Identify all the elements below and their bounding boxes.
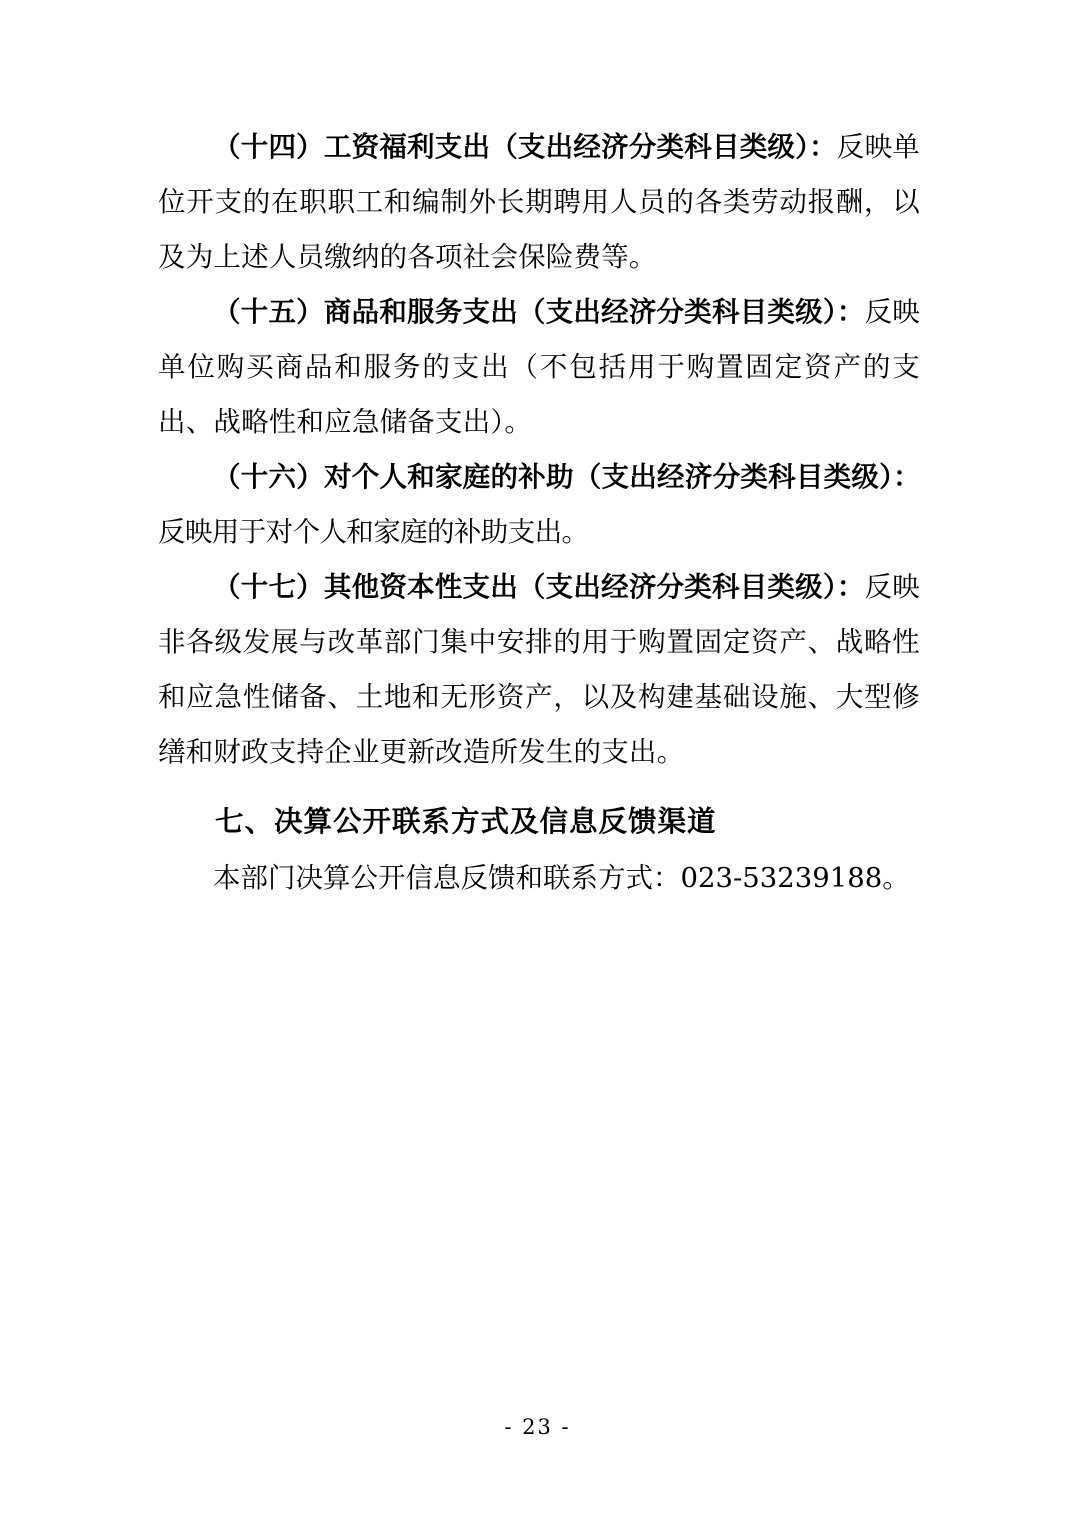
paragraph-item-15-body: 反映单位购买商品和服务的支出（不包括用于购置固定资产的支出、战略性和应急储备支出）。	[158, 296, 920, 438]
paragraph-item-15	[158, 285, 920, 450]
section-heading-seven: 七、决算公开联系方式及信息反馈渠道	[215, 804, 717, 838]
paragraph-item-16-lead: （十六）对个人和家庭的补助（支出经济分类科目类级）：	[213, 461, 920, 493]
paragraph-item-16-body: 反映用于对个人和家庭的补助支出。	[158, 516, 589, 548]
paragraph-item-14-lead: （十四）工资福利支出（支出经济分类科目类级）：	[213, 131, 837, 163]
paragraph-item-15-lead: （十五）商品和服务支出（支出经济分类科目类级）：	[213, 296, 865, 328]
paragraph-item-17-lead: （十七）其他资本性支出（支出经济分类科目类级）：	[213, 571, 865, 603]
paragraph-item-17	[158, 560, 920, 780]
page-body	[158, 120, 920, 906]
paragraph-item-16	[158, 450, 920, 560]
paragraph-item-14	[158, 120, 920, 285]
contact-line: 本部门决算公开信息反馈和联系方式：023-53239188。	[213, 862, 910, 894]
page-number: - 23 -	[504, 1415, 571, 1439]
paragraph-item-14-body: 反映单位开支的在职职工和编制外长期聘用人员的各类劳动报酬，以及为上述人员缴纳的各项社会保险费等。	[158, 131, 920, 273]
paragraph-item-17-body: 反映非各级发展与改革部门集中安排的用于购置固定资产、战略性和应急性储备、土地和无形资产，以及构建基础设施、大型修缮和财政支持企业更新改造所发生的支出。	[158, 571, 920, 768]
